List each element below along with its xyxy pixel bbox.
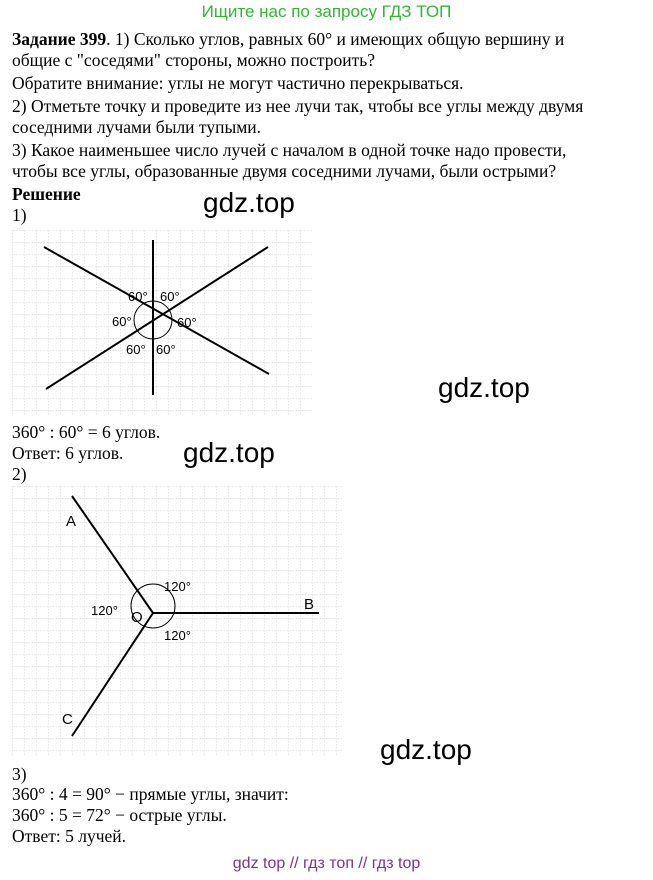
figure-six-angles xyxy=(12,230,312,415)
task-line-3: Обратите внимание: углы не могут частично перекрываться. xyxy=(12,73,464,93)
part2-label: 2) xyxy=(12,464,27,484)
task-line-4: 2) Отметьте точку и проведите из нее лучи так, чтобы все углы между двумя xyxy=(12,96,584,116)
task-title: Задание 399 xyxy=(12,29,107,49)
angle-label: 60° xyxy=(156,342,176,357)
part3-answer: Ответ: 5 лучей. xyxy=(12,826,127,846)
point-label-o: O xyxy=(131,609,143,626)
point-label-a: A xyxy=(66,513,77,530)
point-label-c: C xyxy=(62,711,73,728)
part1-answer: Ответ: 6 углов. xyxy=(12,443,124,463)
part1-calc: 360° : 60° = 6 углов. xyxy=(12,422,161,442)
search-banner: Ищите нас по запросу ГДЗ ТОП xyxy=(201,2,452,21)
task-line-2: общие с "соседями" стороны, можно построить? xyxy=(12,50,376,70)
watermark: gdz.top xyxy=(203,187,295,218)
grid-background xyxy=(12,230,312,415)
task-line-7: чтобы все углы, образованные двумя соседними лучами, были острыми? xyxy=(12,161,557,181)
part3-label: 3) xyxy=(12,764,27,784)
task-line-1 xyxy=(12,29,564,50)
task-line-5: соседними лучами были тупыми. xyxy=(12,117,262,137)
part3-line-1: 360° : 4 = 90° − прямые углы, значит: xyxy=(12,784,289,804)
angle-label: 60° xyxy=(128,289,148,304)
part3-line-2: 360° : 5 = 72° − острые углы. xyxy=(12,805,227,825)
watermark: gdz.top xyxy=(183,437,275,468)
angle-label: 60° xyxy=(160,289,180,304)
watermark: gdz.top xyxy=(438,372,530,403)
point-label-b: B xyxy=(304,596,315,613)
angle-label: 60° xyxy=(112,314,132,329)
angle-label: 120° xyxy=(91,603,118,618)
angle-label: 60° xyxy=(126,342,146,357)
task-line-1-text: . 1) Сколько углов, равных 60° и имеющих общую вершину и xyxy=(106,29,565,49)
angle-label: 120° xyxy=(164,579,191,594)
task-line-6: 3) Какое наименьшее число лучей с началом в одной точке надо провести, xyxy=(12,140,567,160)
footer-links: gdz top // гдз топ // гдз top xyxy=(232,855,421,872)
angle-label: 120° xyxy=(164,628,191,643)
watermark: gdz.top xyxy=(380,734,472,765)
angle-label: 60° xyxy=(177,315,197,330)
part1-label: 1) xyxy=(12,205,27,225)
figure-three-rays xyxy=(12,486,342,756)
solution-heading: Решение xyxy=(12,184,81,204)
